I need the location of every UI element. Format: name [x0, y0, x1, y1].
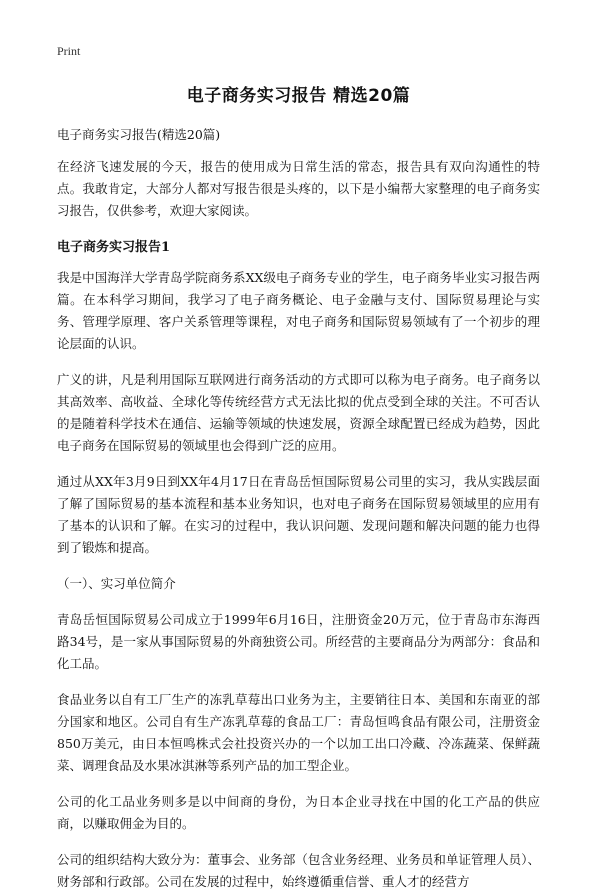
paragraph-5: 青岛岳恒国际贸易公司成立于1999年6月16日，注册资金20万元，位于青岛市东海西路34号，是一家从事国际贸易的外商独资公司。所经营的主要商品分为两部分：食品和化工品。 — [57, 612, 540, 671]
document-subtitle: 电子商务实习报告(精选20篇) — [57, 127, 221, 142]
paragraph-8: 公司的组织结构大致分为：董事会、业务部（包含业务经理、业务员和单证管理人员）、财务部和行政部。公司在发展的过程中，始终遵循重信誉、重人才的经营方 — [57, 852, 540, 889]
print-link[interactable]: Print — [57, 44, 81, 58]
paragraph-2: 广义的讲，凡是利用国际互联网进行商务活动的方式即可以称为电子商务。电子商务以其高效率、高收益、全球化等传统经营方式无法比拟的优点受到全球的关注。不可否认的是随着科学技术在通信、运输等领域的快速发展，资源全球配置已经成为趋势，因此电子商务在国际贸易的领域里也会得到广泛的应用。 — [57, 372, 540, 453]
subsection-heading: （一）、实习单位简介 — [57, 576, 176, 591]
paragraph-7: 公司的化工品业务则多是以中间商的身份，为日本企业寻找在中国的化工产品的供应商，以赚取佣金为目的。 — [57, 794, 540, 831]
paragraph-6: 食品业务以自有工厂生产的冻乳草莓出口业务为主，主要销往日本、美国和东南亚的部分国家和地区。公司自有生产冻乳草莓的食品工厂：青岛恒鸣食品有限公司，注册资金850万美元，由日本恒鸣株式会社投资兴办的一个以加工出口冷藏、冷冻蔬菜、保鲜蔬菜、调理食品及水果冰淇淋等系列产品的加工型企业。 — [57, 692, 540, 773]
intro-paragraph: 在经济飞速发展的今天，报告的使用成为日常生活的常态，报告具有双向沟通性的特点。我敢肯定，大部分人都对写报告很是头疼的，以下是小编帮大家整理的电子商务实习报告，仅供参考，欢迎大家阅读。 — [57, 159, 540, 218]
paragraph-3: 通过从XX年3月9日到XX年4月17日在青岛岳恒国际贸易公司里的实习，我从实践层面了解了国际贸易的基本流程和基本业务知识，也对电子商务在国际贸易领域里的应用有了基本的认识和了解。在实习的过程中，我认识问题、发现问题和解决问题的能力也得到了锻炼和提高。 — [57, 474, 540, 555]
paragraph-1: 我是中国海洋大学青岛学院商务系XX级电子商务专业的学生，电子商务毕业实习报告两篇。在本科学习期间，我学习了电子商务概论、电子金融与支付、国际贸易理论与实务、管理学原理、客户关系管理等课程，对电子商务和国际贸易领域有了一个初步的理论层面的认识。 — [57, 270, 540, 351]
page-title: 电子商务实习报告 精选20篇 — [186, 86, 411, 106]
section-heading: 电子商务实习报告1 — [57, 240, 171, 255]
